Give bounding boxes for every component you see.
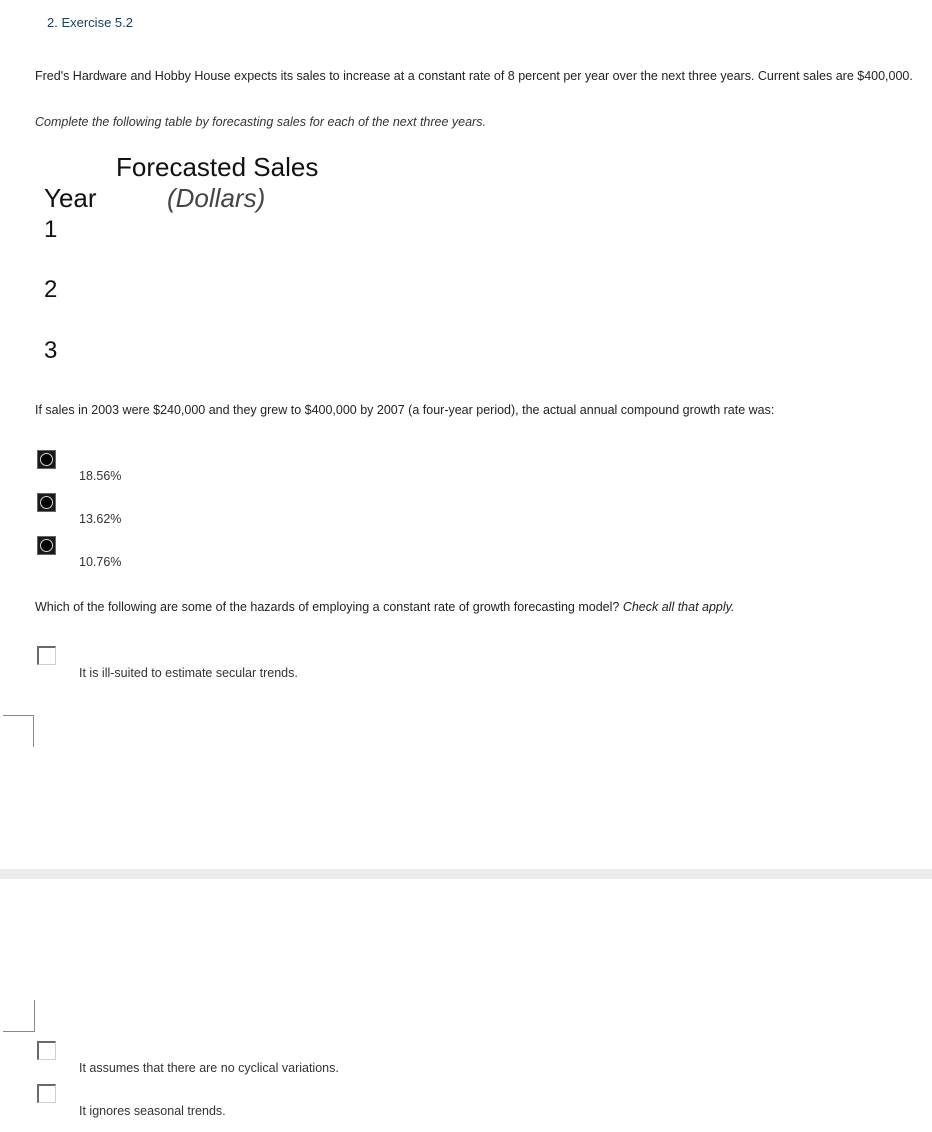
radio-option-1-label[interactable]: 18.56%	[79, 469, 122, 483]
growth-rate-question: If sales in 2003 were $240,000 and they grew to $400,000 by 2007 (a four-year period), the actual annual compound growth rate was:	[35, 403, 775, 417]
table-instruction: Complete the following table by forecasting sales for each of the next three years.	[35, 115, 486, 129]
problem-statement: Fred's Hardware and Hobby House expects its sales to increase at a constant rate of 8 percent per year over the next three years. Current sales are $400,000.	[35, 69, 913, 83]
hazards-question	[35, 600, 734, 614]
drag-region-bottom-bracket	[3, 1000, 35, 1032]
year-cell-1: 1	[44, 216, 58, 243]
year-cell-2: 2	[44, 276, 58, 303]
exercise-title: 2. Exercise 5.2	[47, 15, 133, 30]
radio-option-3[interactable]	[37, 536, 56, 555]
checkbox-option-2[interactable]	[37, 1041, 56, 1060]
radio-option-2[interactable]	[37, 493, 56, 512]
dollars-header: (Dollars)	[167, 183, 266, 213]
checkbox-option-2-label[interactable]: It assumes that there are no cyclical variations.	[79, 1061, 339, 1075]
radio-dot-icon	[40, 539, 53, 552]
checkbox-option-3[interactable]	[37, 1084, 56, 1103]
checkbox-option-1-label[interactable]: It is ill-suited to estimate secular trends.	[79, 666, 298, 680]
radio-option-3-label[interactable]: 10.76%	[79, 555, 122, 569]
checkbox-option-1[interactable]	[37, 646, 56, 665]
section-divider	[0, 869, 932, 879]
radio-option-2-label[interactable]: 13.62%	[79, 512, 122, 526]
check-all-note: Check all that apply.	[622, 600, 735, 614]
radio-dot-icon	[40, 453, 53, 466]
hazards-question-text: Which of the following are some of the hazards of employing a constant rate of growth forecasting model?	[35, 600, 623, 614]
radio-option-1[interactable]	[37, 450, 56, 469]
checkbox-option-3-label[interactable]: It ignores seasonal trends.	[79, 1104, 226, 1118]
year-header: Year	[44, 183, 97, 213]
drag-region-top-bracket	[3, 715, 34, 747]
year-cell-3: 3	[44, 337, 58, 364]
forecasted-sales-header: Forecasted Sales	[116, 152, 319, 182]
radio-dot-icon	[40, 496, 53, 509]
